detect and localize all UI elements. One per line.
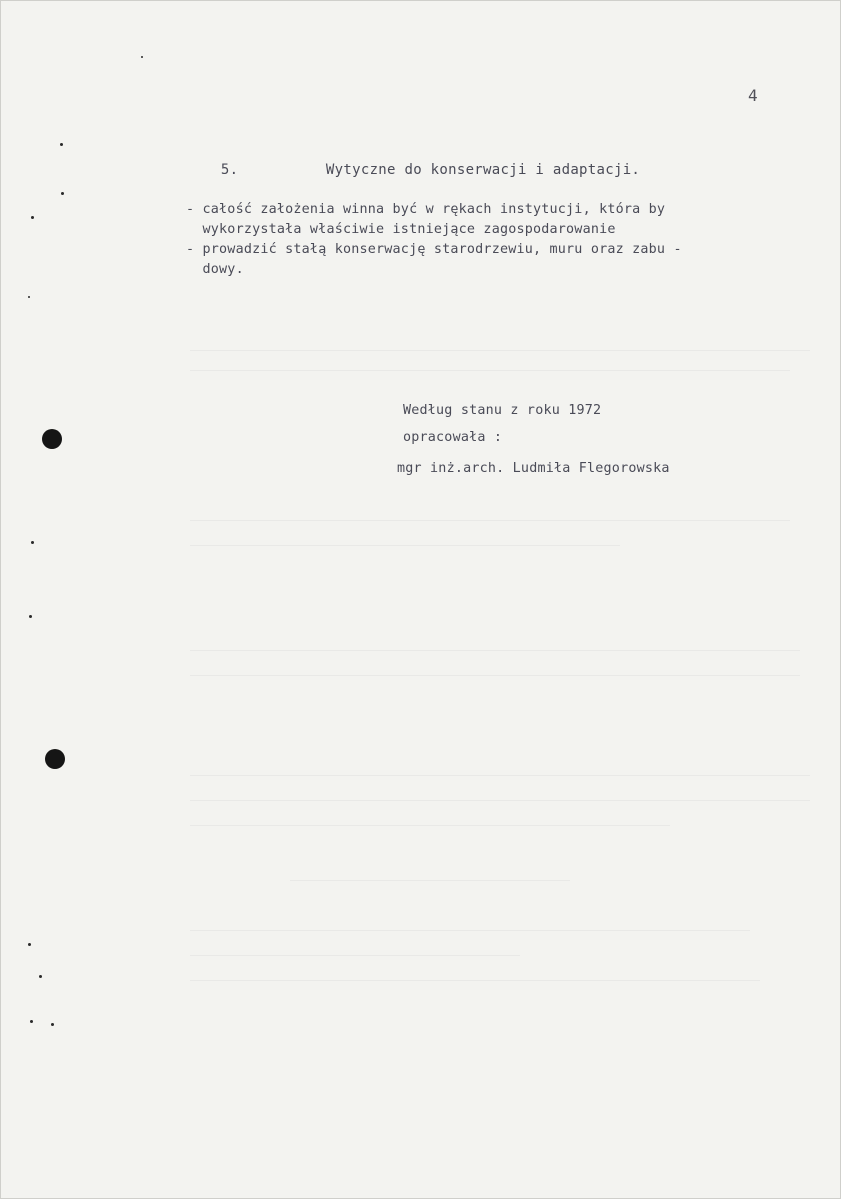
- speck-mark: [29, 615, 32, 618]
- speck-mark: [31, 541, 34, 544]
- speck-mark: [31, 216, 34, 219]
- section-heading: [186, 146, 640, 194]
- guideline-line: - całość założenia winna być w rękach instytucji, która by: [186, 202, 666, 217]
- speck-mark: [28, 943, 31, 946]
- signature-block: [397, 397, 670, 482]
- speck-mark: [30, 1020, 33, 1023]
- bleed-through-line: [190, 545, 620, 546]
- guideline-line: dowy.: [186, 262, 244, 277]
- section-number: 5.: [220, 162, 239, 178]
- bleed-through-line: [190, 955, 520, 956]
- bleed-through-line: [290, 880, 570, 881]
- guidelines-list: [186, 200, 806, 280]
- bleed-through-line: [190, 370, 790, 371]
- speck-mark: [61, 192, 64, 195]
- section-title: Wytyczne do konserwacji i adaptacji.: [325, 162, 641, 178]
- bleed-through-line: [190, 675, 800, 676]
- speck-mark: [39, 975, 42, 978]
- speck-mark: [28, 296, 30, 298]
- speck-mark: [51, 1023, 54, 1026]
- bleed-through-line: [190, 800, 810, 801]
- speck-mark: [141, 56, 143, 58]
- bleed-through-line: [190, 825, 670, 826]
- speck-mark: [60, 143, 63, 146]
- author-name: mgr inż.arch. Ludmiła Flegorowska: [397, 461, 670, 476]
- page-number: 4: [748, 86, 758, 105]
- punch-hole-icon: [42, 429, 62, 449]
- punch-hole-icon: [45, 749, 65, 769]
- bleed-through-line: [190, 350, 810, 351]
- guideline-line: - prowadzić stałą konserwację starodrzewiu, muru oraz zabu -: [186, 242, 682, 257]
- bleed-through-line: [190, 775, 810, 776]
- prepared-by-label: opracowała :: [403, 430, 503, 445]
- bleed-through-line: [190, 520, 790, 521]
- bleed-through-line: [190, 980, 760, 981]
- bleed-through-line: [190, 650, 800, 651]
- status-date-line: Według stanu z roku 1972: [403, 403, 602, 418]
- bleed-through-line: [190, 930, 750, 931]
- guideline-line: wykorzystała właściwie istniejące zagospodarowanie: [186, 222, 616, 237]
